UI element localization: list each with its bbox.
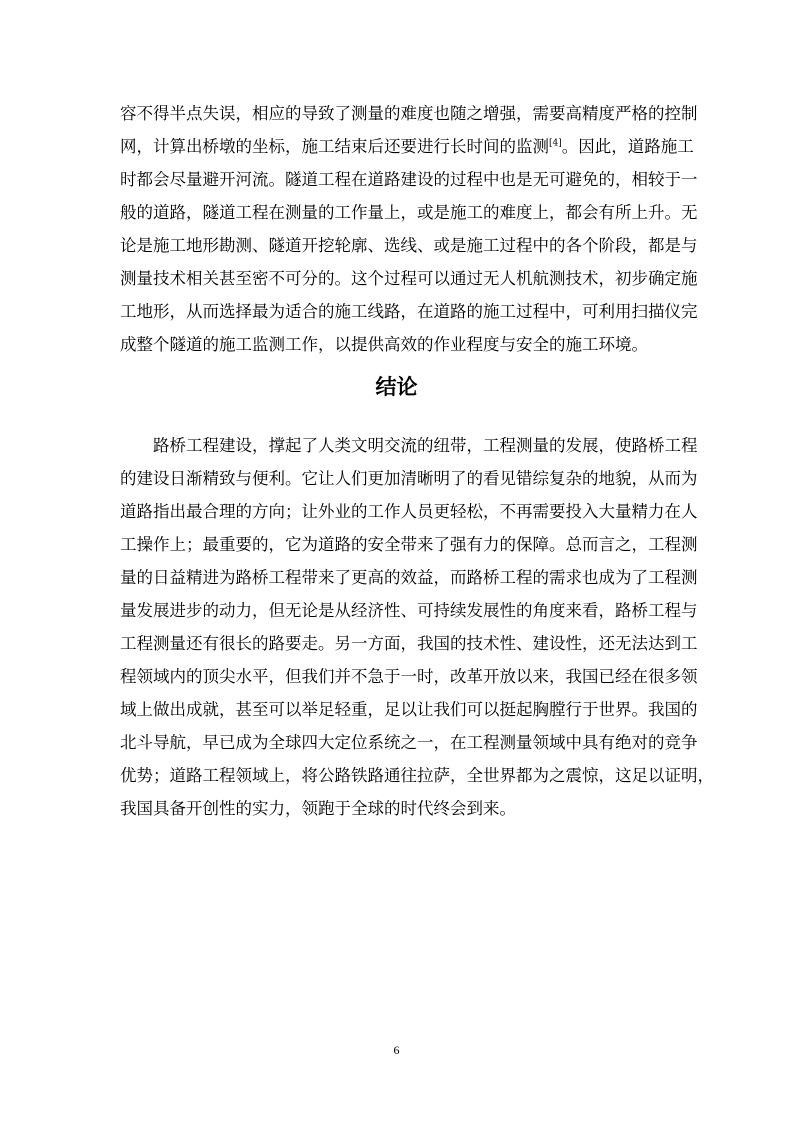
- paragraph-line: 般的道路，隧道工程在测量的工作量上，或是施工的难度上，都会有所上升。无: [120, 203, 698, 222]
- paragraph-line: 程领域内的顶尖水平，但我们并不急于一时，改革开放以来，我国已经在很多领: [120, 667, 698, 686]
- paragraph-line-with-citation: 网，计算出桥墩的坐标，施工结束后还要进行长时间的监测[4]。因此，道路施工: [120, 137, 694, 156]
- conclusion-paragraph: [120, 429, 714, 825]
- section-title-conclusion: 结论: [375, 375, 418, 399]
- paragraph-line: 量的日益精进为路桥工程带来了更高的效益，而路桥工程的需求也成为了工程测: [120, 568, 698, 587]
- paragraph-line: 工程测量还有很长的路要走。另一方面，我国的技术性、建设性，还无法达到工: [120, 634, 698, 653]
- paragraph-line: 容不得半点失误，相应的导致了测量的难度也随之增强，需要高精度严格的控制: [120, 104, 698, 123]
- paragraph-line: 我国具备开创性的实力，领跑于全球的时代终会到来。: [120, 799, 516, 818]
- paragraph-line: 优势；道路工程领域上，将公路铁路通往拉萨，全世界都为之震惊，这足以证明，: [120, 766, 714, 785]
- paragraph-line: 道路指出最合理的方向；让外业的工作人员更轻松，不再需要投入大量精力在人: [120, 502, 698, 521]
- paragraph-line: 成整个隧道的施工监测工作，以提供高效的作业程度与安全的施工环境。: [120, 335, 648, 354]
- paragraph-line: 时都会尽量避开河流。隧道工程在道路建设的过程中也是无可避免的，相较于一: [120, 170, 698, 189]
- citation-reference[interactable]: [4]: [549, 138, 562, 149]
- paragraph-line: 的建设日渐精致与便利。它让人们更加清晰明了的看见错综复杂的地貌，从而为: [120, 469, 698, 488]
- paragraph-line: 工地形，从而选择最为适合的施工线路，在道路的施工过程中，可利用扫描仪完: [120, 302, 698, 321]
- paragraph-line: 测量技术相关甚至密不可分的。这个过程可以通过无人机航测技术，初步确定施: [120, 269, 698, 288]
- continued-paragraph: [120, 97, 698, 361]
- paragraph-line: 量发展进步的动力，但无论是从经济性、可持续发展性的角度来看，路桥工程与: [120, 601, 698, 620]
- page-number: 6: [393, 1043, 400, 1057]
- paragraph-line: 工操作上；最重要的，它为道路的安全带来了强有力的保障。总而言之，工程测: [120, 535, 698, 554]
- paragraph-line: 北斗导航，早已成为全球四大定位系统之一，在工程测量领域中具有绝对的竞争: [120, 733, 698, 752]
- paragraph-line: 路桥工程建设，撑起了人类文明交流的纽带，工程测量的发展，使路桥工程: [153, 436, 698, 455]
- paragraph-line: 域上做出成就，甚至可以举足轻重，足以让我们可以挺起胸膛行于世界。我国的: [120, 700, 698, 719]
- paragraph-line: 论是施工地形勘测、隧道开挖轮廓、选线、或是施工过程中的各个阶段，都是与: [120, 236, 698, 255]
